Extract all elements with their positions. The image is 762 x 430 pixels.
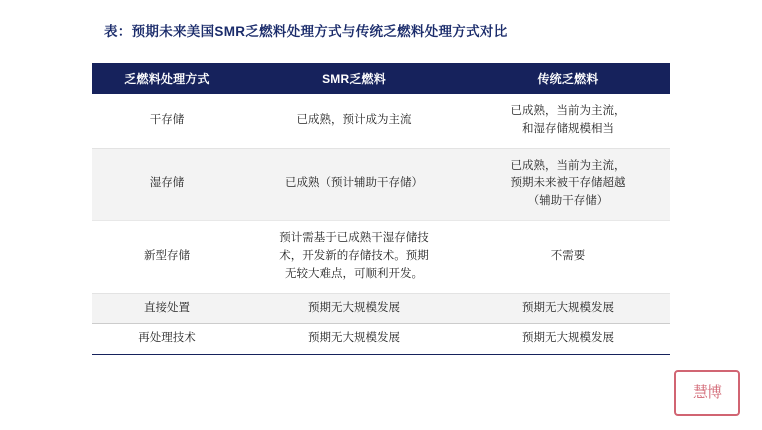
cell-line: （辅助干存储） xyxy=(527,195,609,208)
table-header xyxy=(92,63,670,94)
watermark-text: 慧博 xyxy=(692,384,721,401)
cell-line: 已成熟，当前为主流， xyxy=(510,105,626,117)
comparison-table-container xyxy=(92,63,670,355)
cell-smr xyxy=(242,293,466,324)
column-header-method: 乏燃料处理方式 xyxy=(92,63,242,94)
column-header-traditional: 传统乏燃料 xyxy=(466,63,670,94)
cell-traditional xyxy=(466,293,670,324)
table-row xyxy=(92,293,670,324)
cell-method: 直接处置 xyxy=(92,293,242,324)
cell-line: 预计需基于已成熟干湿存储技 xyxy=(279,232,429,245)
cell-line: 不需要 xyxy=(550,249,586,262)
table-title: 表：预期未来美国SMR乏燃料处理方式与传统乏燃料处理方式对比 xyxy=(104,24,508,39)
cell-line: 和湿存储规模相当 xyxy=(522,122,614,135)
cell-line: 术，开发新的存储技术。预期 xyxy=(279,249,429,262)
cell-line: 预期无大规模发展 xyxy=(308,332,400,345)
cell-method: 干存储 xyxy=(92,94,242,148)
cell-line: 已成熟（预计辅助干存储） xyxy=(285,177,423,190)
cell-line: 已成熟，当前为主流， xyxy=(510,159,626,172)
cell-traditional xyxy=(466,94,670,148)
table-row xyxy=(92,94,670,148)
cell-line: 无较大难点，可顺利开发。 xyxy=(285,267,423,280)
column-header-smr: SMR乏燃料 xyxy=(242,63,466,94)
cell-smr xyxy=(242,221,466,293)
table-row xyxy=(92,221,670,293)
watermark-logo xyxy=(674,370,740,416)
cell-line: 预期无大规模发展 xyxy=(522,301,614,314)
cell-line: 预期无大规模发展 xyxy=(522,332,614,345)
cell-smr xyxy=(242,94,466,148)
table-row xyxy=(92,148,670,220)
comparison-table xyxy=(92,63,670,355)
cell-traditional xyxy=(466,148,670,220)
cell-method: 湿存储 xyxy=(92,148,242,220)
cell-smr xyxy=(242,324,466,355)
cell-traditional xyxy=(466,221,670,293)
table-row xyxy=(92,324,670,355)
cell-traditional xyxy=(466,324,670,355)
cell-line: 预期未来被干存储超越 xyxy=(510,177,626,190)
cell-method: 再处理技术 xyxy=(92,324,242,355)
table-header-row xyxy=(92,63,670,94)
cell-smr xyxy=(242,148,466,220)
table-body xyxy=(92,94,670,355)
cell-line: 预期无大规模发展 xyxy=(308,301,400,314)
cell-method: 新型存储 xyxy=(92,221,242,293)
cell-line: 已成熟，预计成为主流 xyxy=(296,113,412,126)
